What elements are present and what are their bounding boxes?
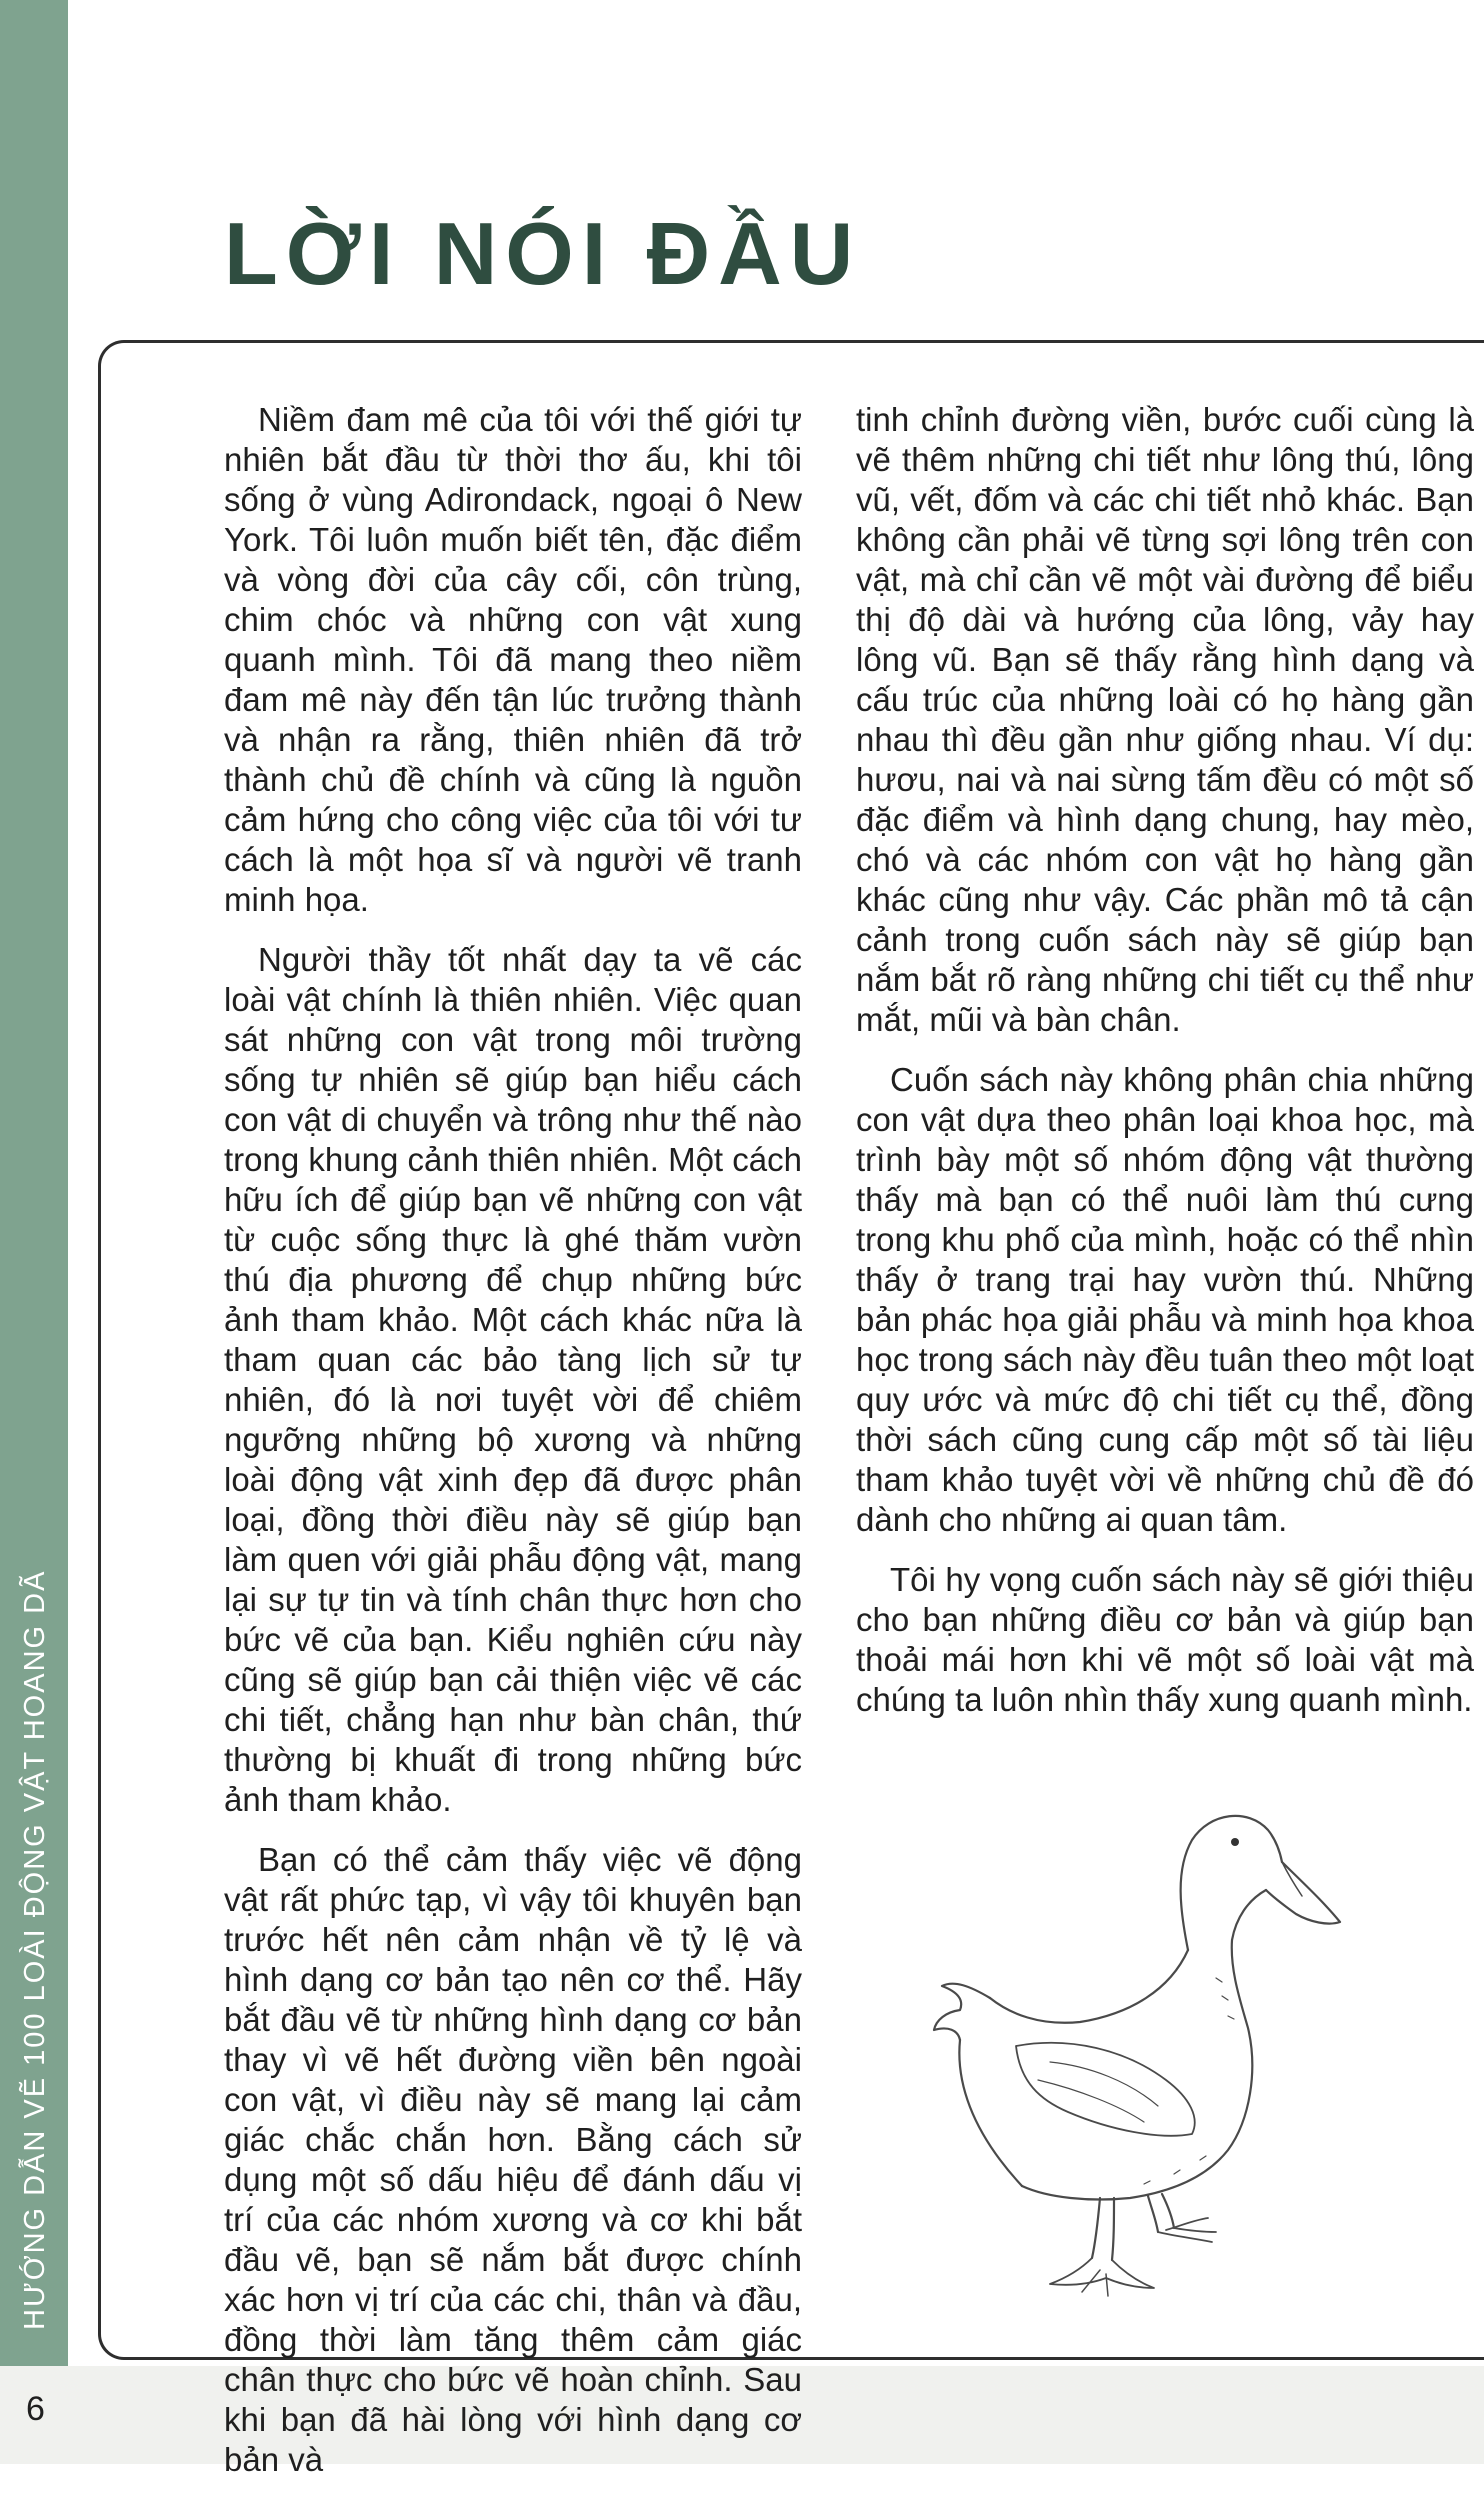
book-title-vertical: HƯỚNG DẪN VẼ 100 LOÀI ĐỘNG VẬT HOANG DÃ: [19, 1569, 51, 2330]
left-column: [224, 400, 802, 2500]
paragraph: Người thầy tốt nhất dạy ta vẽ các loài vật chính là thiên nhiên. Việc quan sát những con vật trong môi trường sống tự nhiên sẽ giúp bạn hiểu cách con vật di chuyển và trông như thế nào trong khung cảnh thiên nhiên. Một cách hữu ích để giúp bạn vẽ những con vật từ cuộc sống thực là ghé thăm vườn thú địa phương để chụp những bức ảnh tham khảo. Một cách khác nữa là tham quan các bảo tàng lịch sử tự nhiên, đó là nơi tuyệt vời để chiêm ngưỡng những bộ xương và những loài động vật xinh đẹp đã được phân loại, đồng thời điều này sẽ giúp bạn làm quen với giải phẫu động vật, mang lại sự tự tin và tính chân thực hơn cho bức vẽ của bạn. Kiểu nghiên cứu này cũng sẽ giúp bạn cải thiện việc vẽ các chi tiết, chẳng hạn như bàn chân, thứ thường bị khuất đi trong những bức ảnh tham khảo.: [224, 941, 802, 1818]
paragraph: Tôi hy vọng cuốn sách này sẽ giới thiệu cho bạn những điều cơ bản và giúp bạn thoải mái hơn khi vẽ một số loài vật mà chúng ta luôn nhìn thấy xung quanh mình.: [856, 1561, 1474, 1718]
paragraph: tinh chỉnh đường viền, bước cuối cùng là vẽ thêm những chi tiết như lông thú, lông vũ, vết, đốm và các chi tiết nhỏ khác. Bạn không cần phải vẽ từng sợi lông trên con vật, mà chỉ cần vẽ một vài đường để biểu thị độ dài và hướng của lông, vảy hay lông vũ. Bạn sẽ thấy rằng hình dạng và cấu trúc của những loài có họ hàng gần nhau thì đều gần như giống nhau. Ví dụ: hươu, nai và nai sừng tấm đều có một số đặc điểm và hình dạng chung, hay mèo, chó và các nhóm con vật họ hàng gần khác cũng như vậy. Các phần mô tả cận cảnh trong cuốn sách này sẽ giúp bạn nắm bắt rõ ràng những chi tiết cụ thể như mắt, mũi và bàn chân.: [856, 401, 1474, 1038]
duck-illustration: [930, 1800, 1410, 2320]
right-column: [856, 400, 1474, 1740]
page-number: 6: [26, 2390, 45, 2428]
paragraph: Bạn có thể cảm thấy việc vẽ động vật rất phức tạp, vì vậy tôi khuyên bạn trước hết nên cảm nhận về tỷ lệ và hình dạng cơ bản tạo nên cơ thể. Hãy bắt đầu vẽ từ những hình dạng cơ bản thay vì vẽ hết đường viền bên ngoài con vật, vì điều này sẽ mang lại cảm giác chắc chắn hơn. Bằng cách sử dụng một số dấu hiệu để đánh dấu vị trí của các nhóm xương và cơ khi bắt đầu vẽ, bạn sẽ nắm bắt được chính xác hơn vị trí của các chi, thân và đầu, đồng thời làm tăng thêm cảm giác chân thực cho bức vẽ hoàn chỉnh. Sau khi bạn đã hài lòng với hình dạng cơ bản và: [224, 1841, 802, 2478]
paragraph: Niềm đam mê của tôi với thế giới tự nhiên bắt đầu từ thời thơ ấu, khi tôi sống ở vùng Adirondack, ngoại ô New York. Tôi luôn muốn biết tên, đặc điểm và vòng đời của cây cối, côn trùng, chim chóc và những con vật xung quanh mình. Tôi đã mang theo niềm đam mê này đến tận lúc trưởng thành và nhận ra rằng, thiên nhiên đã trở thành chủ đề chính và cũng là nguồn cảm hứng cho công việc của tôi với tư cách là một họa sĩ và người vẽ tranh minh họa.: [224, 401, 802, 918]
paragraph: Cuốn sách này không phân chia những con vật dựa theo phân loại khoa học, mà trình bày một số nhóm động vật thường thấy mà bạn có thể nuôi làm thú cưng trong khu phố của mình, hoặc có thể nhìn thấy ở trang trại hay vườn thú. Những bản phác họa giải phẫu và minh họa khoa học trong sách này đều tuân theo một loạt quy ước và mức độ chi tiết cụ thể, đồng thời sách cũng cung cấp một số tài liệu tham khảo tuyệt vời về những chủ đề đó dành cho những ai quan tâm.: [856, 1061, 1474, 1538]
chapter-title: LỜI NÓI ĐẦU: [224, 204, 862, 303]
